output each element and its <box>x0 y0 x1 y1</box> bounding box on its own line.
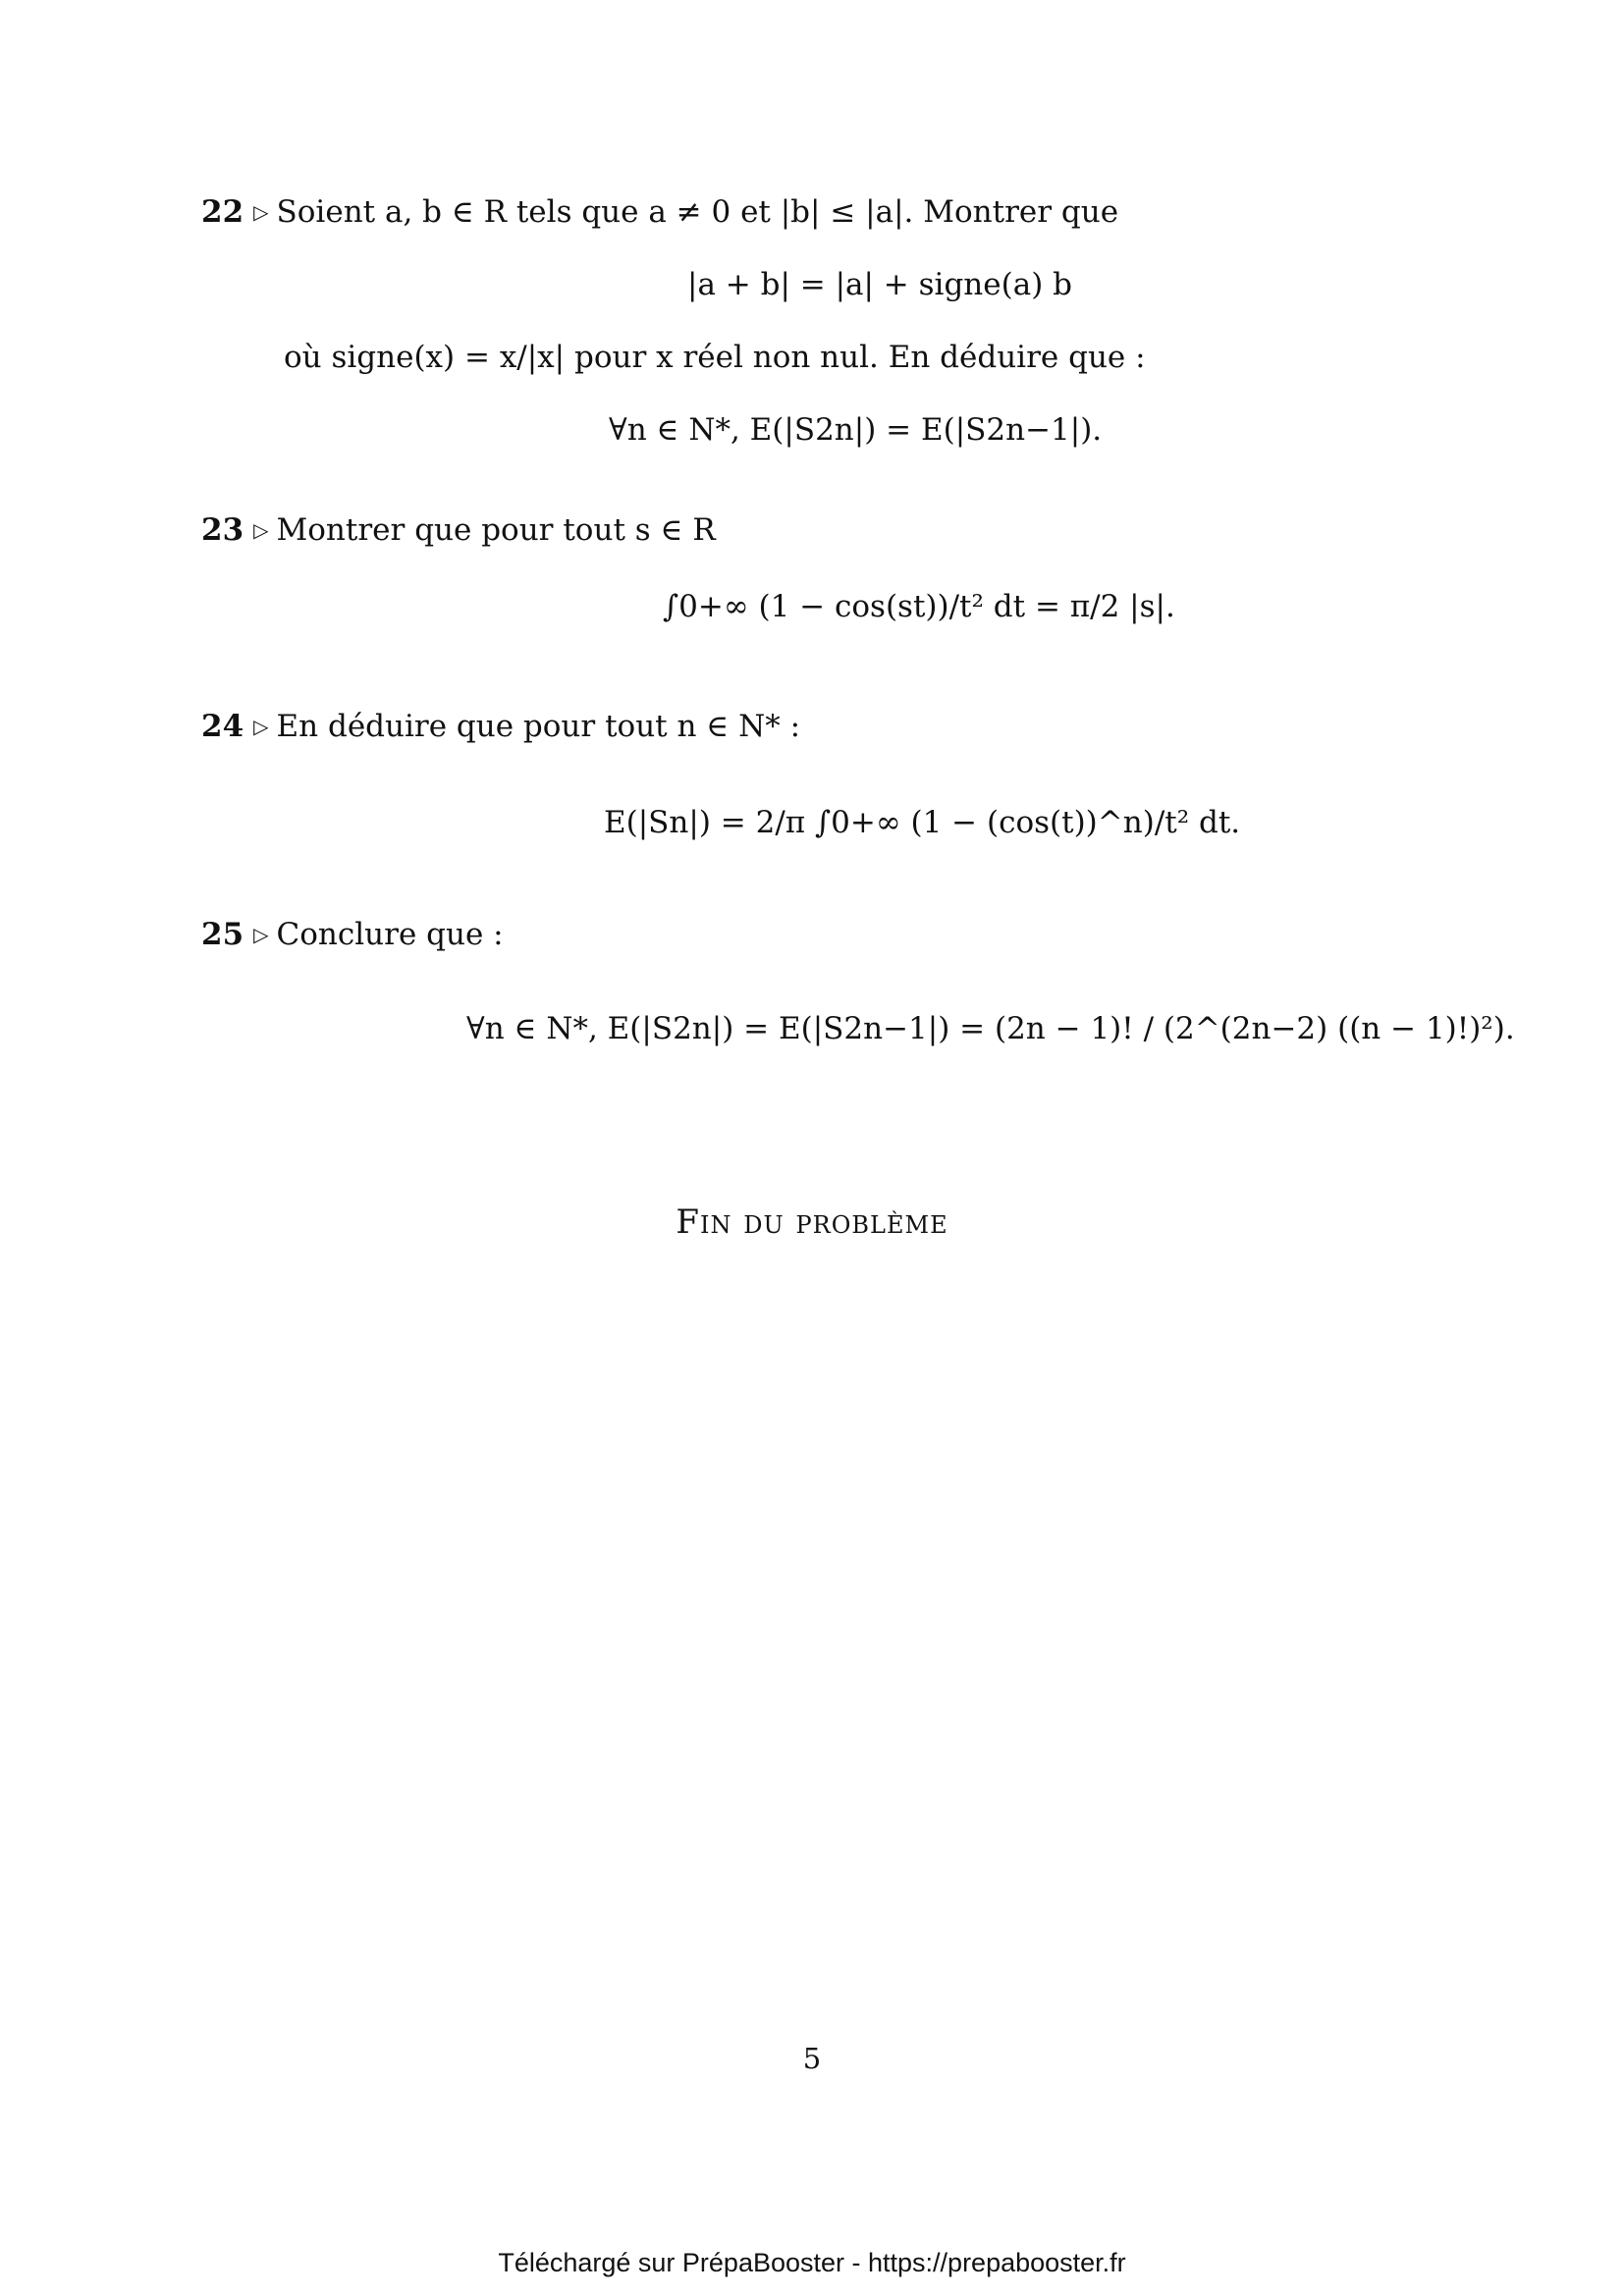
question-23 <box>201 512 716 549</box>
formula-22-b: ∀n ∈ N*, E(|S2n|) = E(|S2n−1|). <box>609 412 1103 448</box>
formula-24: E(|Sn|) = 2/π ∫0+∞ (1 − (cos(t))^n)/t² dt. <box>604 805 1241 840</box>
question-number: 24 <box>201 709 244 744</box>
triangle-marker-icon: ▷ <box>253 200 269 224</box>
page-number: 5 <box>802 2042 822 2075</box>
question-25 <box>201 917 504 953</box>
end-title: Fin du problème <box>676 1202 948 1242</box>
triangle-marker-icon: ▷ <box>253 518 269 542</box>
formula-22-a: |a + b| = |a| + signe(a) b <box>687 267 1072 302</box>
question-22 <box>201 194 1118 231</box>
question-number: 25 <box>201 917 244 952</box>
question-intro: Montrer que pour tout s ∈ R <box>276 512 716 548</box>
question-22-middle: où signe(x) = x/|x| pour x réel non nul. En déduire que : <box>284 340 1146 375</box>
formula-23: ∫0+∞ (1 − cos(st))/t² dt = π/2 |s|. <box>663 589 1175 624</box>
question-intro: Conclure que : <box>276 917 504 952</box>
question-intro: En déduire que pour tout n ∈ N* : <box>276 709 801 744</box>
formula-25: ∀n ∈ N*, E(|S2n|) = E(|S2n−1|) = (2n − 1)! / (2^(2n−2) ((n − 1)!)²). <box>466 1011 1515 1046</box>
question-number: 22 <box>201 194 244 230</box>
footer-link[interactable]: Téléchargé sur PrépaBooster - https://prepabooster.fr <box>498 2248 1126 2277</box>
triangle-marker-icon: ▷ <box>253 923 269 946</box>
triangle-marker-icon: ▷ <box>253 715 269 738</box>
question-intro: Soient a, b ∈ R tels que a ≠ 0 et |b| ≤ |a|. Montrer que <box>276 194 1119 230</box>
question-number: 23 <box>201 512 244 548</box>
question-24 <box>201 709 800 745</box>
